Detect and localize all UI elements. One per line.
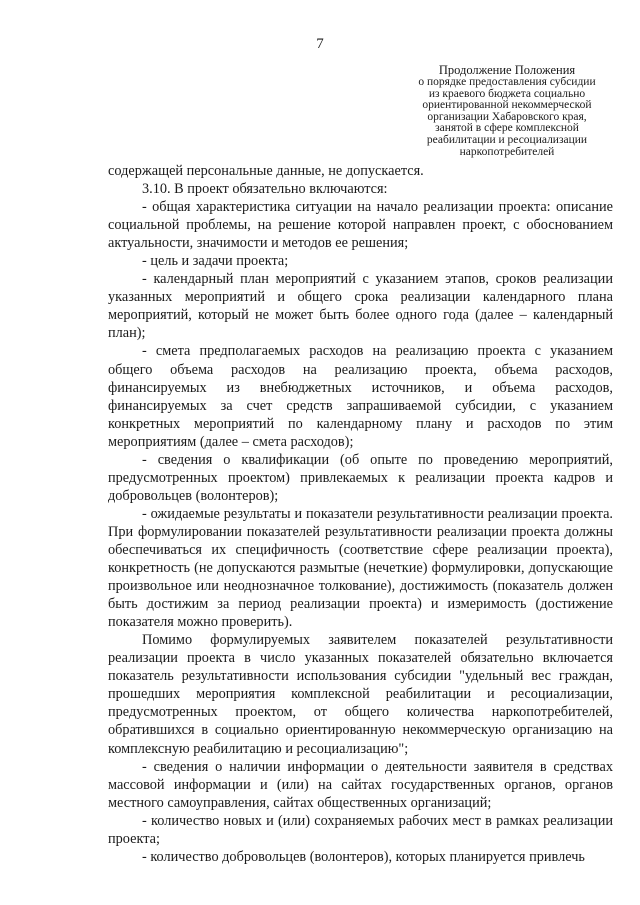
list-item: - количество новых и (или) сохраняемых рабочих мест в рамках реализации проекта; <box>108 812 613 847</box>
list-item: - ожидаемые результаты и показатели результативности реализации проекта. При формулировании показателей результативности реализации проекта должны обеспечиваться их специфичность (соответствие сфере реализации проекта), конкретность (не допускаются размытые (нечеткие) формулировки, допускающие произвольное или неоднозначное толкование), достижимость (показатель должен быть достижим за период реализации проекта) и измеримость (достижение показателя можно проверить). <box>108 505 613 631</box>
header-line: занятой в сфере комплексной <box>435 122 579 135</box>
list-item: - количество добровольцев (волонтеров), которых планируется привлечь <box>142 848 585 865</box>
list-item: - сведения о наличии информации о деятельности заявителя в средствах массовой информации и (или) на сайтах государственных органов, органов местного самоуправления, сайтах общественных организаций; <box>108 758 613 811</box>
list-item: - календарный план мероприятий с указанием этапов, сроков реализации указанных мероприятий и общего срока реализации календарного плана мероприятий, который не может быть более одного года (далее – календарный план); <box>108 271 613 342</box>
list-item: - сведения о квалификации (об опыте по проведению мероприятий, предусмотренных проектом) привлекаемых к реализации проекта кадров и добровольцев (волонтеров); <box>108 451 613 504</box>
header-line: реабилитации и ресоциализации <box>426 133 588 146</box>
document-header-continuation <box>392 64 622 158</box>
list-item: - смета предполагаемых расходов на реализацию проекта с указанием общего объема расходов на реализацию проекта, объема расходов, финансируемых из внебюджетных источников, и объема расходов, финансируемых за счет средств запрашиваемой субсидии, с указанием конкретных мероприятий по календарному плану и расходов по этим мероприятиям (далее – смета расходов); <box>108 343 613 450</box>
list-item: - цель и задачи проекта; <box>142 253 289 270</box>
page-number: 7 <box>316 36 324 52</box>
header-line: Продолжение Положения <box>438 63 576 77</box>
section-heading: 3.10. В проект обязательно включаются: <box>142 181 388 198</box>
list-item: - общая характеристика ситуации на начало реализации проекта: описание социальной проблемы, на решение которой направлен проект, с обоснованием актуальности, значимости и методов ее решения; <box>108 199 613 252</box>
body-paragraph: содержащей персональные данные, не допускается. <box>108 163 424 179</box>
header-line: о порядке предоставления субсидии <box>418 76 596 88</box>
header-line: из краевого бюджета социально <box>428 87 586 100</box>
header-line: организации Хабаровского края, <box>427 110 587 123</box>
header-line: наркопотребителей <box>459 145 555 158</box>
header-line: ориентированной некоммерческой <box>422 99 592 112</box>
body-paragraph: Помимо формулируемых заявителем показателей результативности реализации проекта в число указанных показателей обязательно включается показатель результативности использования субсидии "удельный вес граждан, прошедших мероприятия комплексной реабилитации и ресоциализации, предусмотренных проектом, от общего количества наркопотребителей, обратившихся в социально ориентированную некоммерческую организацию на комплексную реабилитацию и ресоциализацию"; <box>108 632 613 757</box>
document-body <box>108 162 613 866</box>
